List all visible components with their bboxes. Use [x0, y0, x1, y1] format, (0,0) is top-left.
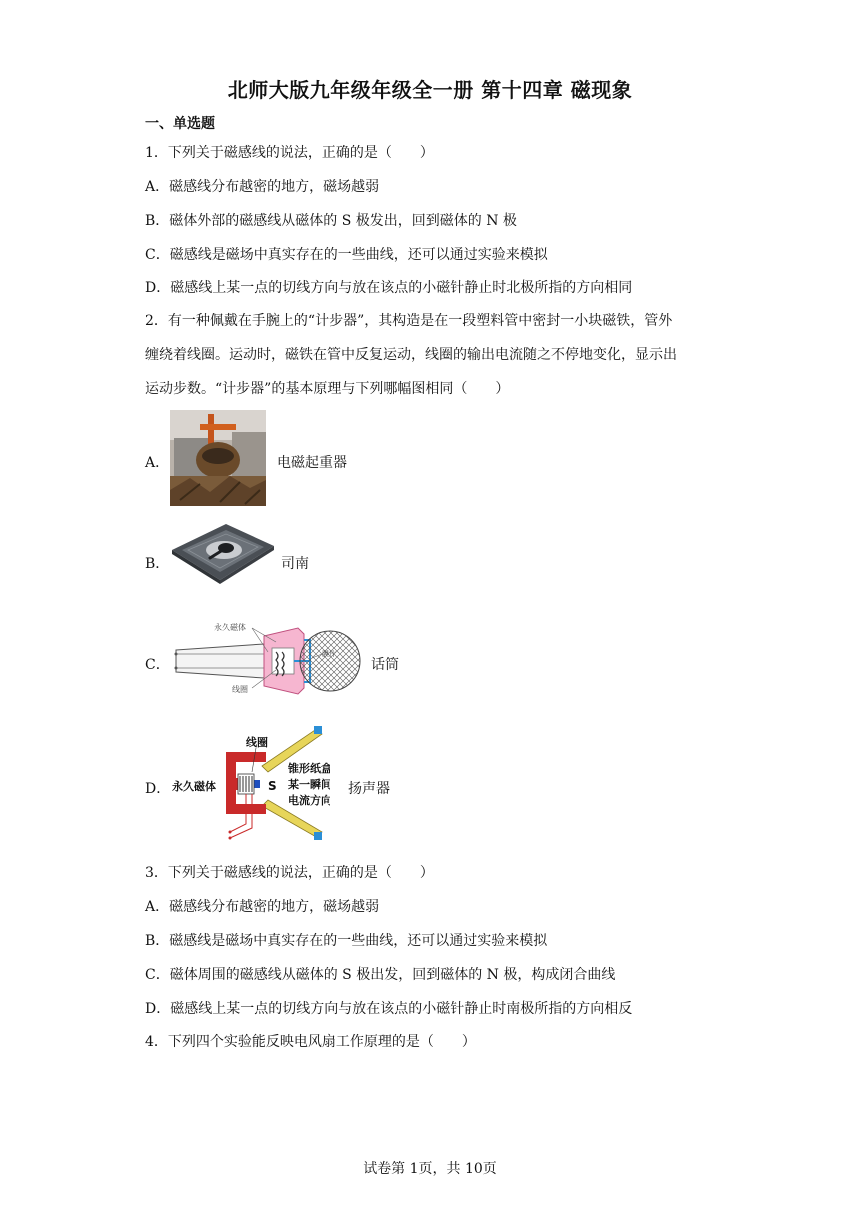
- q2-stem-line-3: 运动步数。“计步器”的基本原理与下列哪幅图相同（ ）: [145, 381, 510, 397]
- q2-option-c-label: C．: [145, 657, 170, 673]
- q3-option-c: C．磁体周围的磁感线从磁体的 S 极出发，回到磁体的 N 极，构成闭合曲线: [145, 967, 616, 983]
- microphone-diagram: [172, 618, 362, 704]
- q1-stem: 1．下列关于磁感线的说法，正确的是（ ）: [145, 145, 434, 161]
- loudspeaker-coil-label: 线圈: [246, 736, 268, 749]
- q3-stem: 3．下列关于磁感线的说法，正确的是（ ）: [145, 865, 434, 881]
- loudspeaker-cone-label: 锥形纸盒: [288, 762, 330, 775]
- loudspeaker-moment-label: 某一瞬间: [288, 778, 330, 791]
- section-heading: 一、单选题: [145, 116, 215, 132]
- q2-stem-line-2: 缠绕着线圈。运动时，磁铁在管中反复运动，线圈的输出电流随之不停地变化，显示出: [145, 347, 677, 363]
- q3-option-a: A．磁感线分布越密的地方，磁场越弱: [145, 899, 380, 915]
- microphone-coil-label: 线圈: [232, 685, 248, 694]
- loudspeaker-diagram: [170, 724, 330, 852]
- crane-photo: [170, 410, 266, 510]
- q1-option-c: C．磁感线是磁场中真实存在的一些曲线，还可以通过实验来模拟: [145, 247, 548, 263]
- microphone-magnet-label: 永久磁体: [214, 623, 246, 632]
- page-title: 北师大版九年级年级全一册 第十四章 磁现象: [227, 78, 633, 102]
- q2-option-a-caption: 电磁起重器: [277, 455, 347, 471]
- loudspeaker-magnet-label: 永久磁体: [172, 780, 216, 793]
- sinan-compass-image: [168, 520, 278, 588]
- loudspeaker-current-label: 电流方向: [288, 794, 330, 807]
- q2-option-c-caption: 话筒: [371, 657, 399, 673]
- q3-option-d: D．磁感线上某一点的切线方向与放在该点的小磁针静止时南极所指的方向相反: [145, 1001, 633, 1017]
- q2-option-d-label: D．: [145, 781, 171, 797]
- q1-option-d: D．磁感线上某一点的切线方向与放在该点的小磁针静止时北极所指的方向相同: [145, 280, 633, 296]
- q3-option-b: B．磁感线是磁场中真实存在的一些曲线，还可以通过实验来模拟: [145, 933, 548, 949]
- microphone-membrane-label: 膜片: [322, 650, 336, 658]
- q2-stem-line-1: 2．有一种佩戴在手腕上的“计步器”，其构造是在一段塑料管中密封一小块磁铁，管外: [145, 313, 673, 329]
- q2-option-b-caption: 司南: [281, 556, 309, 572]
- q4-stem: 4．下列四个实验能反映电风扇工作原理的是（ ）: [145, 1034, 476, 1050]
- page-footer: 试卷第 1页，共 10页: [363, 1161, 497, 1177]
- q2-option-a-label: A．: [145, 455, 170, 471]
- q2-option-d-caption: 扬声器: [348, 781, 390, 797]
- q2-option-b-label: B．: [145, 556, 170, 572]
- loudspeaker-pole-label: S: [268, 779, 277, 793]
- q1-option-a: A．磁感线分布越密的地方，磁场越弱: [145, 179, 380, 195]
- q1-option-b: B．磁体外部的磁感线从磁体的 S 极发出，回到磁体的 N 极: [145, 213, 517, 229]
